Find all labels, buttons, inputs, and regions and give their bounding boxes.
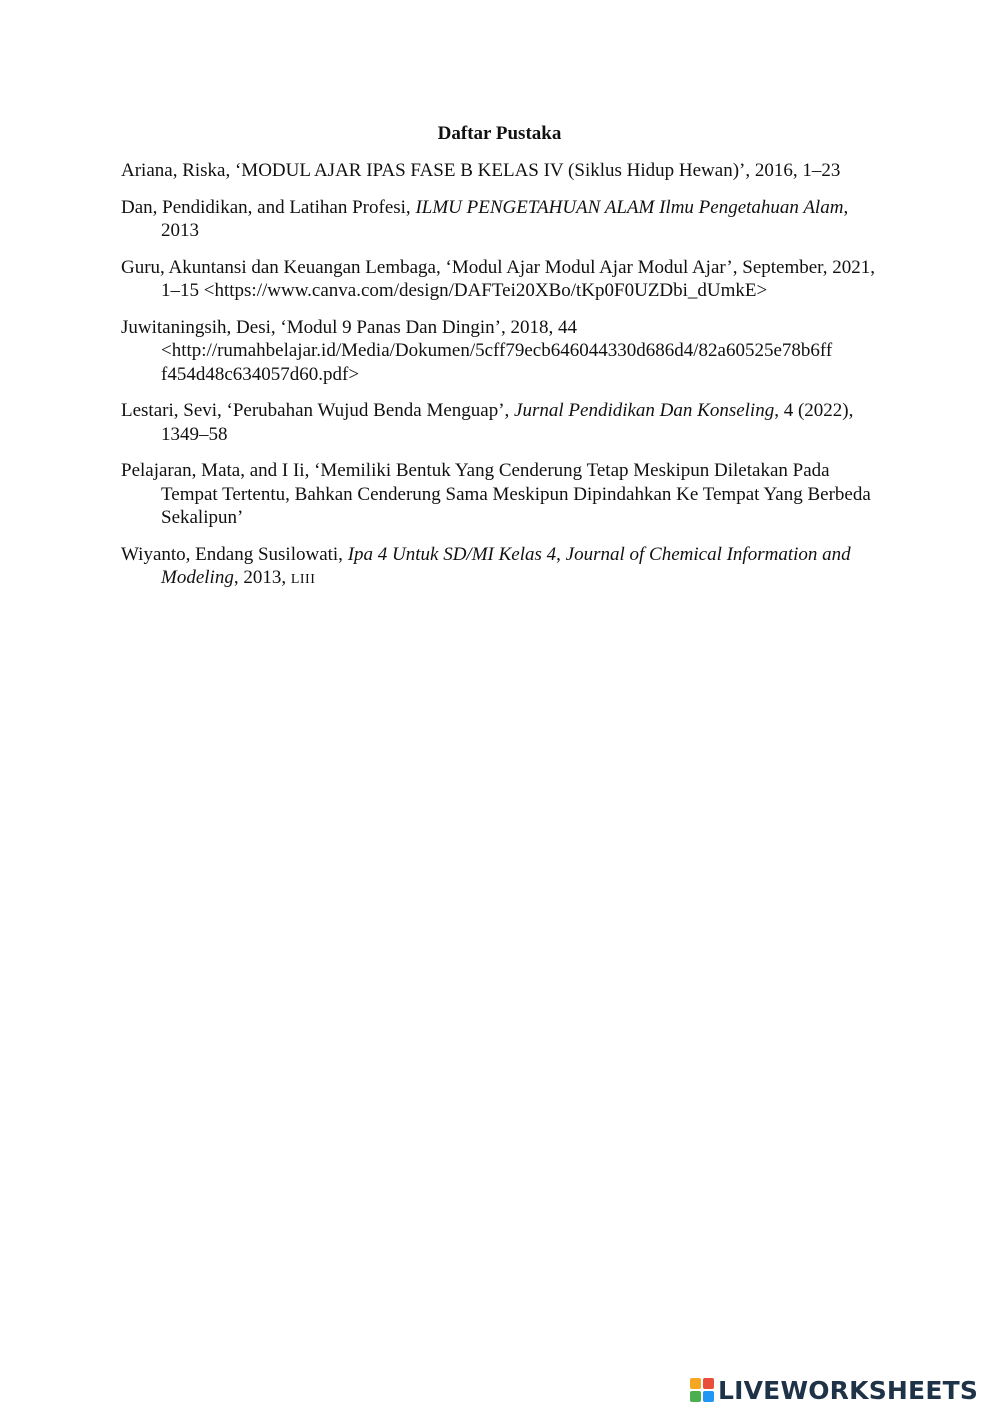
liveworksheets-logo-text: LIVEWORKSHEETS	[718, 1375, 979, 1405]
reference-text: , 2013,	[233, 567, 291, 588]
reference-journal-italic: Journal of Chemical Information and Modeling	[161, 543, 851, 588]
logo-square-icon	[690, 1391, 701, 1402]
reference-item	[121, 399, 883, 446]
reference-item	[121, 256, 883, 303]
reference-text: Lestari, Sevi, ‘Perubahan Wujud Benda Menguap’,	[121, 400, 515, 421]
logo-square-icon	[703, 1378, 714, 1389]
liveworksheets-logo	[690, 1376, 978, 1404]
reference-text: Juwitaningsih, Desi, ‘Modul 9 Panas Dan Dingin’, 2018, 44 <http://rumahbelajar.id/Media/Dokumen/5cff79ecb646044330d686d4/82a60525e78b6ff f454d48c634057d60.pdf>	[121, 316, 833, 385]
reference-list	[121, 159, 883, 605]
reference-text: Pelajaran, Mata, and I Ii, ‘Memiliki Bentuk Yang Cenderung Tetap Meskipun Diletakan Pada Tempat Tertentu, Bahkan Cenderung Sama Meskipun Dipindahkan Ke Tempat Yang Berbeda Sekalipun’	[121, 460, 871, 528]
reference-title-italic: ILMU PENGETAHUAN ALAM Ilmu Pengetahuan Alam	[415, 196, 844, 218]
reference-item	[121, 459, 883, 530]
reference-item	[121, 196, 883, 243]
reference-journal-italic: Jurnal Pendidikan Dan Konseling	[514, 400, 775, 421]
reference-text: Guru, Akuntansi dan Keuangan Lembaga, ‘Modul Ajar Modul Ajar Modul Ajar’, September, 2021, 1–15 <https://www.canva.com/design/DAFTei20XBo/tKp0F0UZDbi_dUmkE>	[121, 256, 875, 301]
page-title: Daftar Pustaka	[437, 123, 562, 144]
reference-text: Ariana, Riska, ‘MODUL AJAR IPAS FASE B KELAS IV (Siklus Hidup Hewan)’, 2016, 1–23	[121, 160, 841, 181]
reference-item	[121, 159, 883, 183]
logo-square-icon	[690, 1378, 701, 1389]
reference-text: Wiyanto, Endang Susilowati,	[121, 543, 348, 565]
reference-text: , 2013	[161, 196, 849, 241]
reference-text: , 4 (2022), 1349–58	[161, 400, 854, 445]
reference-item	[121, 543, 883, 592]
reference-text: Dan, Pendidikan, and Latihan Profesi,	[121, 196, 416, 218]
reference-volume: LIII	[290, 572, 316, 587]
reference-item	[121, 316, 883, 387]
reference-text: ,	[556, 543, 566, 565]
logo-square-icon	[703, 1391, 714, 1402]
liveworksheets-logo-icon	[690, 1378, 714, 1402]
reference-title-italic: Ipa 4 Untuk SD/MI Kelas 4	[347, 543, 557, 565]
